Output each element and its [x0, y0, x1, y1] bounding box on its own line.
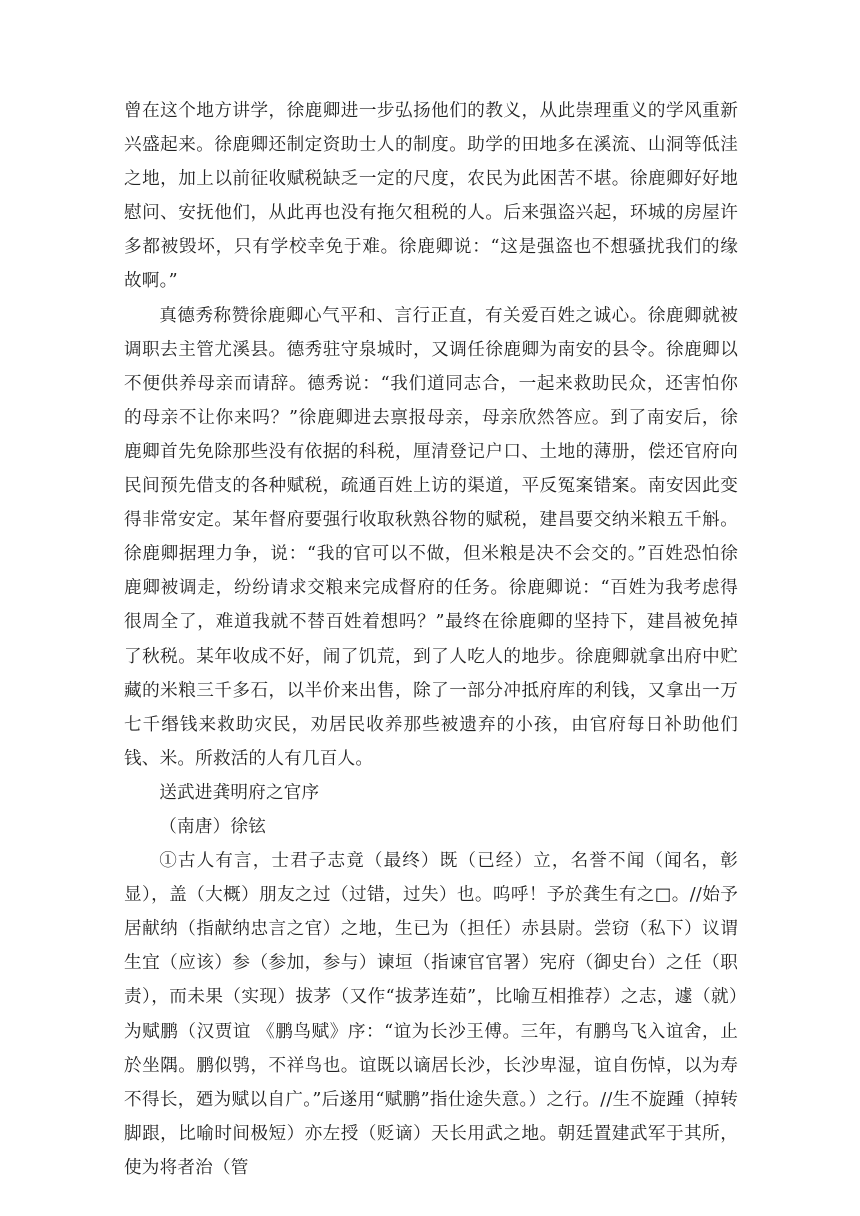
paragraph-school-revival: 曾在这个地方讲学，徐鹿卿进一步弘扬他们的教义，从此崇理重义的学风重新兴盛起来。徐鹿卿还制定资助士人的制度。助学的田地多在溪流、山洞等低洼之地，加上以前征收赋税缺乏一定的尺度，农民为此困苦不堪。徐鹿卿好好地慰问、安抚他们，从此再也没有拖欠租税的人。后来强盗兴起，环城的房屋许多都被毁坏，只有学校幸免于难。徐鹿卿说：“这是强盗也不想骚扰我们的缘故啊。”: [124, 101, 738, 292]
essay-title: 送武进龚明府之官序: [159, 782, 320, 803]
essay-author: （南唐）徐铉: [159, 816, 266, 837]
essay-body-paragraph: ①古人有言，士君子志竟（最终）既（已经）立，名誉不闻（闻名，彰显），盖（大概）朋友之过（过错，过失）也。呜呼！予於龚生有之□。//始予居献纳（指献纳忠言之官）之地，生已为（担任）赤县尉。尝窃（私下）议谓生宜（应该）参（参加，参与）谏垣（指谏官官署）宪府（御史台）之任（职责），而未果（实现）拔茅（又作“拔茅连茹”，比喻互相推荐）之志，遽（就）为赋鹏（汉贾谊 《鹏鸟赋》序：“谊为长沙王傅。三年，有鹏鸟飞入谊舍，止於坐隅。鹏似鸮，不祥鸟也。谊既以谪居长沙，长沙卑湿，谊自伤悼，以为寿不得长，廼为赋以自广。”后遂用“赋鹏”指仕途失意。）之行。//生不旋踵（掉转脚跟，比喻时间极短）亦左授（贬谪）天长用武之地。朝廷置建武军于其所，使为将者治（管: [124, 851, 738, 1178]
paragraph-nanan-magistrate: 真德秀称赞徐鹿卿心气平和、言行正直，有关爱百姓之诚心。徐鹿卿就被调职去主管尤溪县。德秀驻守泉城时，又调任徐鹿卿为南安的县令。徐鹿卿以不便供养母亲而请辞。德秀说：“我们道同志合，一起来救助民众，还害怕你的母亲不让你来吗？”徐鹿卿进去禀报母亲，母亲欣然答应。到了南安后，徐鹿卿首先免除那些没有依据的科税，厘清登记户口、土地的薄册，偿还官府向民间预先借支的各种赋税，疏通百姓上访的渠道，平反冤案错案。南安因此变得非常安定。某年督府要强行收取秋熟谷物的赋税，建昌要交纳米粮五千斛。徐鹿卿据理力争，说：“我的官可以不做，但米粮是决不会交的。”百姓恐怕徐鹿卿被调走，纷纷请求交粮来完成督府的任务。徐鹿卿说：“百姓为我考虑得很周全了，难道我就不替百姓着想吗？”最终在徐鹿卿的坚持下，建昌被免掉了秋税。某年收成不好，闹了饥荒，到了人吃人的地步。徐鹿卿就拿出府中贮藏的米粮三千多石，以半价来出售，除了一部分冲抵府库的利钱，又拿出一万七千缗钱来救助灾民，劝居民收养那些被遗弃的小孩，由官府每日补助他们钱、米。所救活的人有几百人。: [124, 305, 738, 769]
document-body: [124, 94, 738, 1185]
